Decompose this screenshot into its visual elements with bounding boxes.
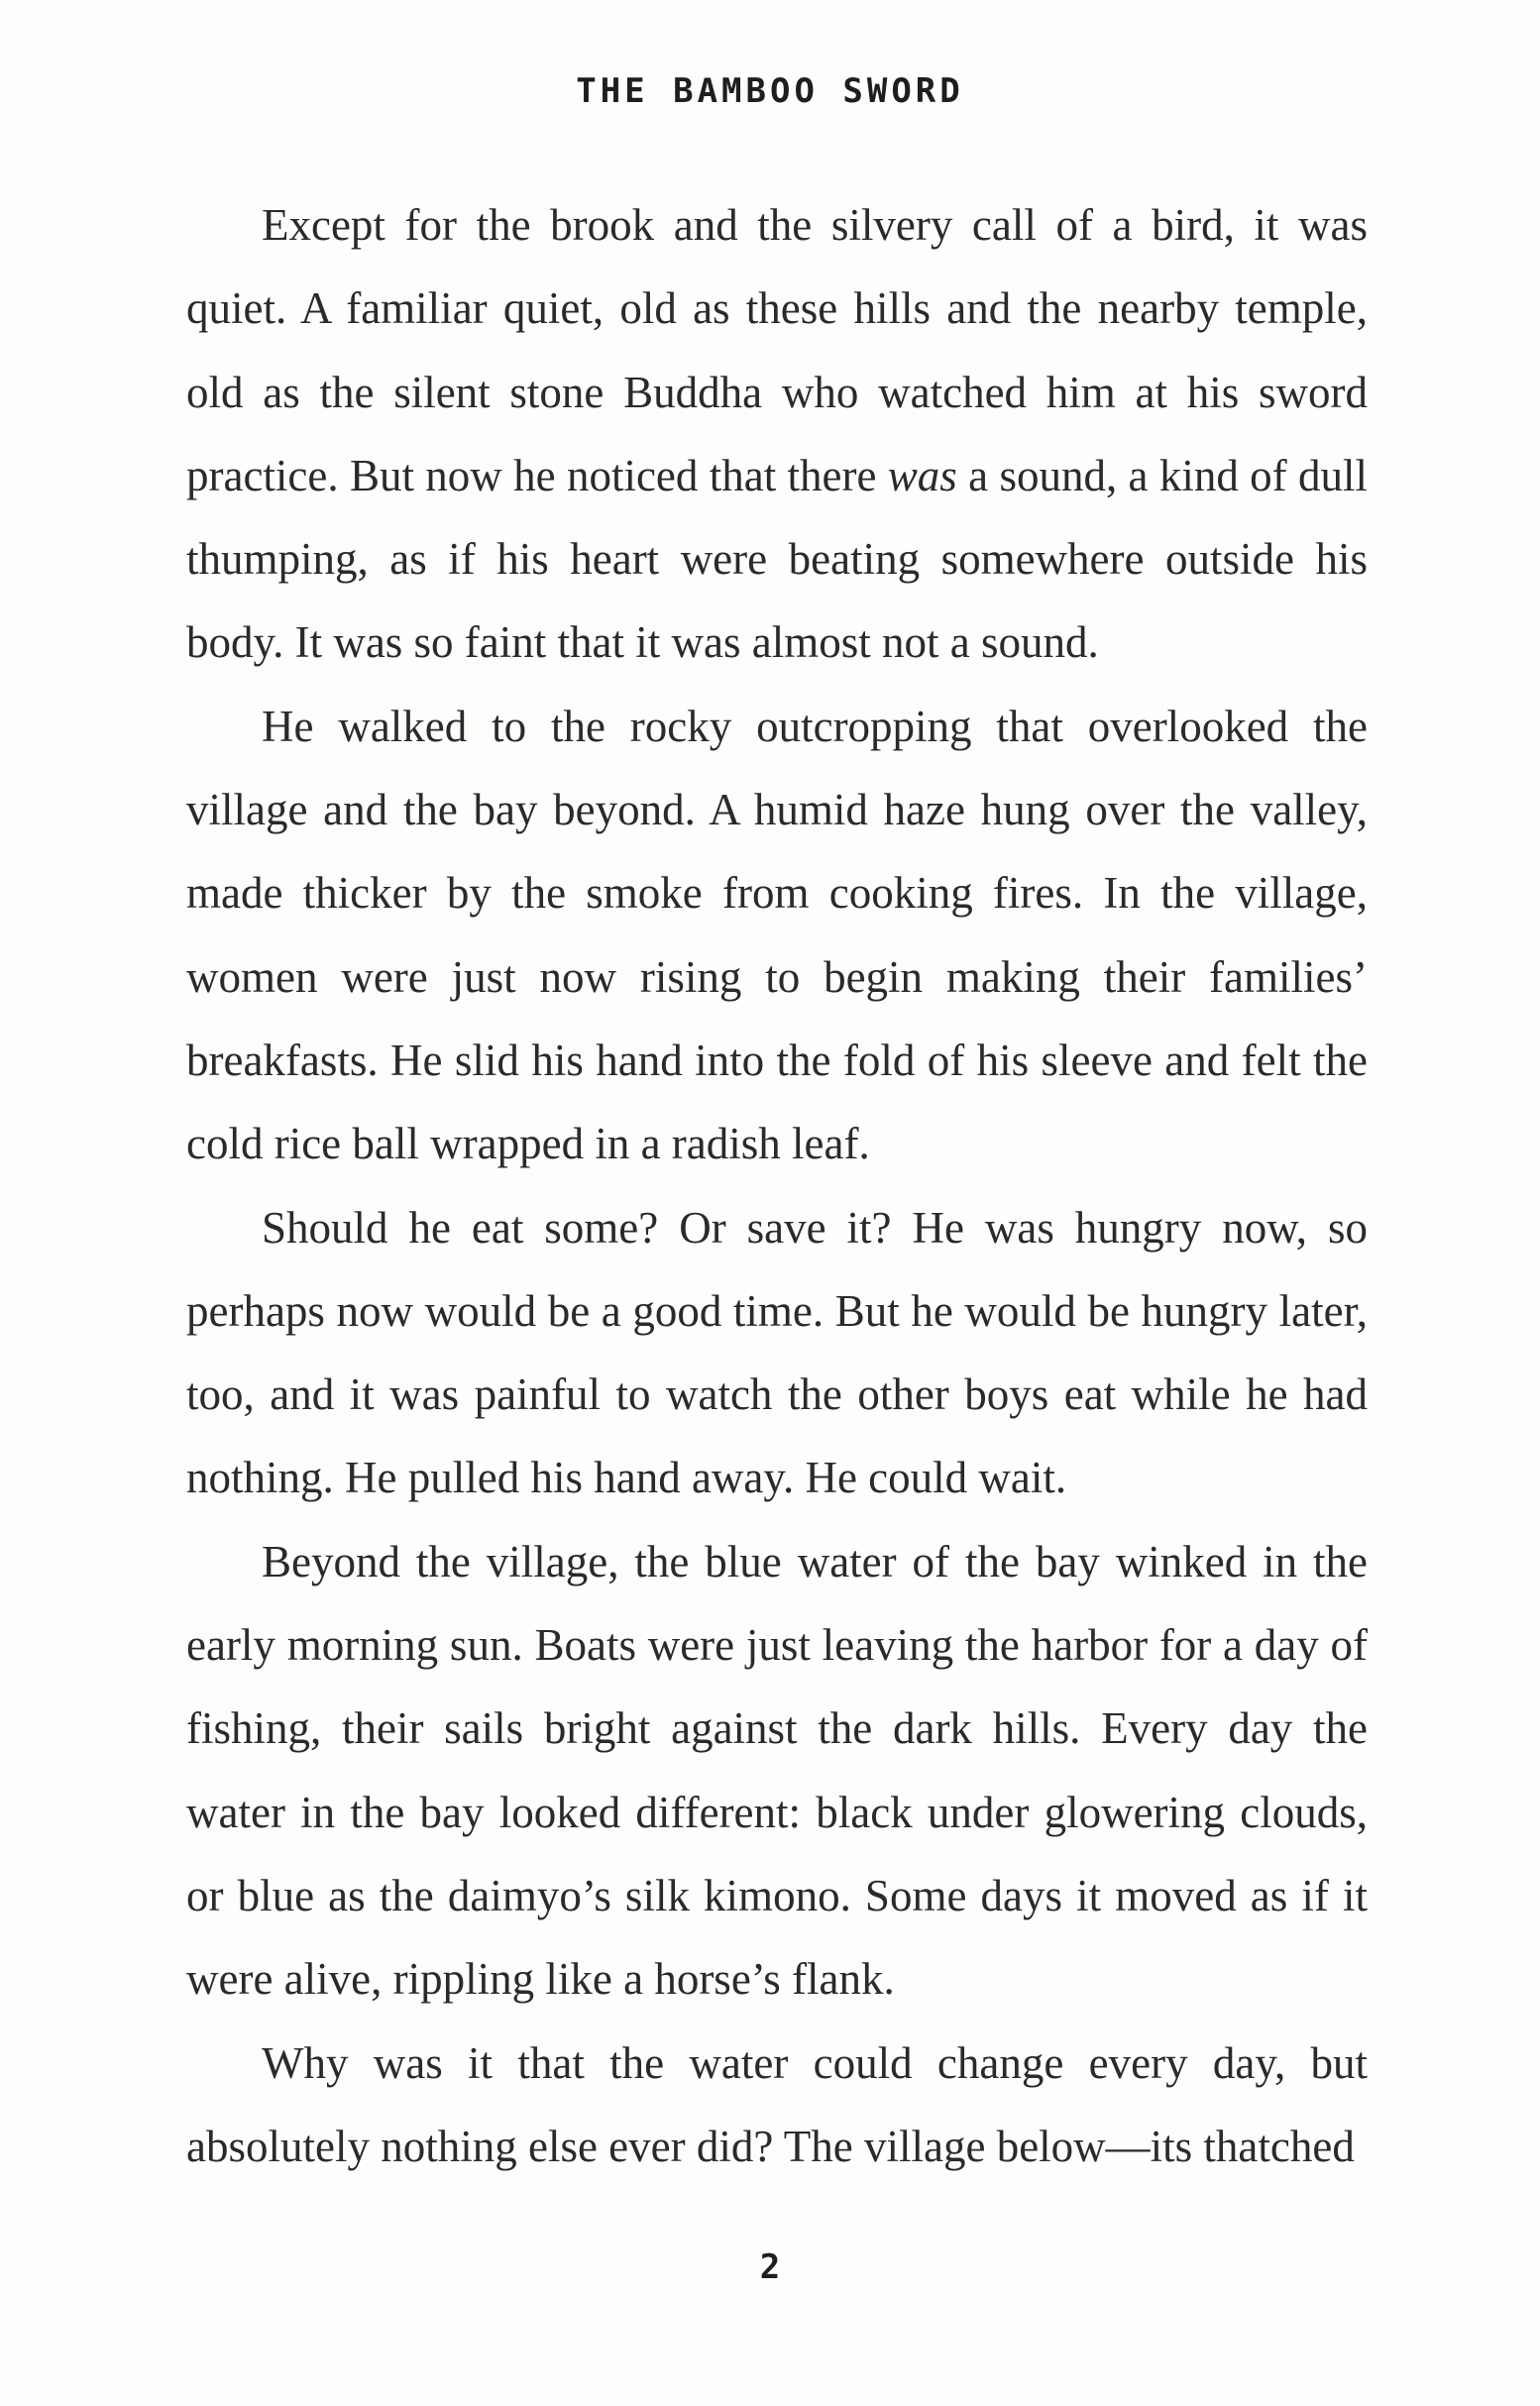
paragraph: Should he eat some? Or save it? He was hungry now, so perhaps now would be a good time. But he would be hungry later, too, and it was painful to watch the other boys eat while he had nothing. He pulled his hand away. He could wait.: [186, 1202, 1368, 1503]
paragraph: Why was it that the water could change every day, but absolutely nothing else ever did? The village below—its thatched: [186, 2037, 1368, 2171]
running-head-title: THE BAMBOO SWORD: [576, 71, 964, 111]
paragraph: He walked to the rocky outcropping that overlooked the village and the bay beyond. A humid haze hung over the valley, made thicker by the smoke from cooking fires. In the village, women were just now rising to begin making their families’ breakfasts. He slid his hand into the fold of his sleeve and felt the cold rice ball wrapped in a radish leaf.: [186, 701, 1368, 1169]
body-text: [186, 183, 1368, 2188]
paragraph-text: Except for the brook and the silvery call of a bird, it was quiet. A familiar quiet, old as these hills and the nearby temple, old as the silent stone Buddha who watched him at his sword practice. But now he noticed that there: [186, 200, 1368, 500]
paragraph: Beyond the village, the blue water of the bay winked in the early morning sun. Boats were just leaving the harbor for a day of fishing, their sails bright against the dark hills. Every day the water in the bay looked different: black under glowering clouds, or blue as the daimyo’s silk kimono. Some days it moved as if it were alive, rippling like a horse’s flank.: [186, 1536, 1368, 2005]
page-number: 2: [759, 2247, 781, 2287]
paragraph-text: a sound, a kind of dull thumping, as if his heart were beating somewhere outside his body. It was so faint that it was almost not a sound.: [186, 450, 1369, 668]
emphasized-word: was: [887, 450, 957, 500]
paragraph: [186, 183, 1368, 685]
